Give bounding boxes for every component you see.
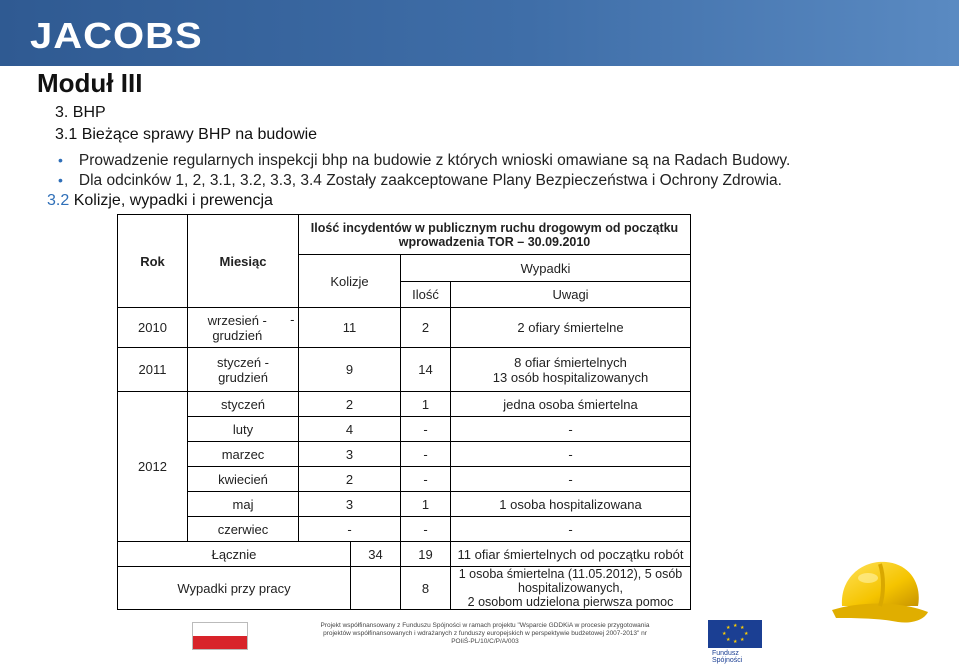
fundusz-label: Fundusz Spójności	[712, 650, 743, 664]
header-wypadki: Wypadki	[401, 255, 691, 282]
cell-kolizje: 9	[299, 348, 401, 392]
cell-kolizje: 34	[351, 542, 401, 567]
cell-uwagi: 1 osoba hospitalizowana	[451, 492, 691, 517]
table-row	[118, 467, 691, 492]
cell-ilosc: 1	[401, 392, 451, 417]
section-number: 3. BHP	[55, 104, 106, 121]
cell-ilosc: -	[401, 417, 451, 442]
cell-kolizje: 2	[299, 392, 401, 417]
table-row	[118, 348, 691, 392]
table-row-total	[118, 542, 691, 567]
header-incidents: Ilość incydentów w publicznym ruchu drogowym od początku wprowadzenia TOR – 30.09.2010	[299, 215, 691, 255]
cell-miesiac: styczeń - grudzień	[188, 348, 299, 392]
cell-uwagi: -	[451, 417, 691, 442]
cell-total-label: Łącznie	[118, 542, 351, 567]
header-rok: Rok	[118, 215, 188, 308]
footer-funding-text: Projekt współfinansowany z Funduszu Spójności w ramach projektu "Wsparcie GDDKiA w procesie przygotowania projektów współfinansowanych i wdrażanych z funduszy europejskich w perspektywie budżetowej 2007-2013" nr POIiŚ-PL/10/C/P/A/003	[320, 622, 650, 645]
cell-miesiac: luty	[188, 417, 299, 442]
cell-ilosc: 19	[401, 542, 451, 567]
header-kolizje: Kolizje	[299, 255, 401, 308]
poland-flag	[192, 622, 248, 650]
cell-uwagi: 2 ofiary śmiertelne	[451, 308, 691, 348]
table-row	[118, 417, 691, 442]
cell-uwagi: 1 osoba śmiertelna (11.05.2012), 5 osób hospitalizowanych, 2 osobom udzielona pierwsza pomoc	[451, 567, 691, 610]
cell-miesiac: wrzesień - grudzień	[188, 308, 287, 348]
cell-uwagi: -	[451, 442, 691, 467]
header-miesiac: Miesiąc	[188, 215, 299, 308]
table-row	[118, 492, 691, 517]
header-ilosc: Ilość	[401, 282, 451, 308]
page-title: Moduł III	[37, 68, 143, 98]
cell-kolizje: 3	[299, 442, 401, 467]
cell-uwagi: -	[451, 467, 691, 492]
header-uwagi: Uwagi	[451, 282, 691, 308]
bullet-icon: •	[58, 152, 63, 168]
cell-ilosc: -	[401, 467, 451, 492]
table-row	[118, 308, 691, 348]
bullet-item: • Prowadzenie regularnych inspekcji bhp na budowie z których wnioski omawiane są na Radach Budowy.	[58, 152, 791, 169]
cell-kolizje: 4	[299, 417, 401, 442]
table-row	[118, 442, 691, 467]
bullet-item: • Dla odcinków 1, 2, 3.1, 3.2, 3.3, 3.4 Zostały zaakceptowane Plany Bezpieczeństwa i Ochrony Zdrowia.	[58, 172, 782, 189]
cell-ilosc: 1	[401, 492, 451, 517]
cell-ilosc: 8	[401, 567, 451, 610]
header-bar	[0, 0, 959, 66]
table-row	[118, 517, 691, 542]
cell-empty	[351, 567, 401, 610]
cell-rok: 2010	[118, 308, 188, 348]
eu-flag-icon: ★ ★ ★ ★ ★ ★ ★ ★	[708, 620, 762, 648]
cell-ilosc: 2	[401, 308, 451, 348]
incidents-table	[117, 214, 691, 610]
bullet-icon: •	[58, 172, 63, 188]
subsection-heading: 3.2 Kolizje, wypadki i prewencja	[47, 192, 273, 209]
cell-uwagi: -	[451, 517, 691, 542]
cell-kolizje: 2	[299, 467, 401, 492]
cell-rok: 2011	[118, 348, 188, 392]
cell-kolizje: -	[299, 517, 401, 542]
jacobs-logo: JACOBS	[30, 16, 203, 56]
cell-ilosc: 14	[401, 348, 451, 392]
table-row-work	[118, 567, 691, 610]
section-subtitle: 3.1 Bieżące sprawy BHP na budowie	[55, 126, 318, 143]
table-row	[118, 392, 691, 417]
cell-uwagi: 8 ofiar śmiertelnych 13 osób hospitalizowanych	[451, 348, 691, 392]
cell-ilosc: -	[401, 442, 451, 467]
cell-miesiac: maj	[188, 492, 299, 517]
cell-uwagi: 11 ofiar śmiertelnych od początku robót	[451, 542, 691, 567]
cell-uwagi: jedna osoba śmiertelna	[451, 392, 691, 417]
cell-miesiac: czerwiec	[188, 517, 299, 542]
cell-kolizje: 11	[299, 308, 401, 348]
cell-miesiac: styczeń	[188, 392, 299, 417]
cell-work-label: Wypadki przy pracy	[118, 567, 351, 610]
cell-rok: 2012	[118, 392, 188, 542]
cell-miesiac: kwiecień	[188, 467, 299, 492]
hard-hat-icon	[828, 556, 930, 628]
cell-dash: -	[287, 308, 299, 348]
cell-miesiac: marzec	[188, 442, 299, 467]
cell-kolizje: 3	[299, 492, 401, 517]
cell-ilosc: -	[401, 517, 451, 542]
